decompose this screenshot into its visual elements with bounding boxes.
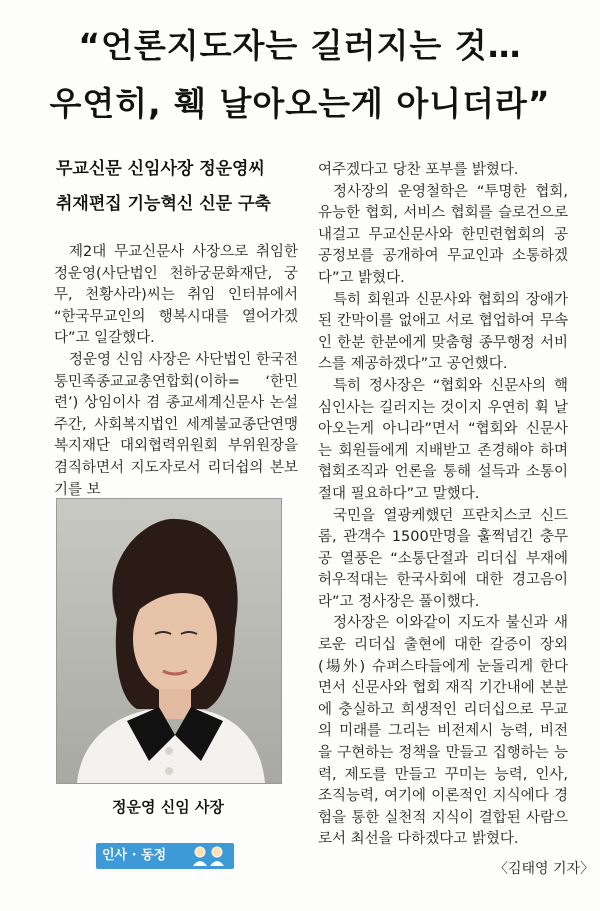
people-icon — [190, 845, 228, 877]
headline-line-1: “언론지도자는 길러지는 것… — [78, 26, 522, 65]
article-paragraph: 국민을 열광케했던 프란치스코 신드롬, 관객수 1500만명을 훌쩍넘긴 충무공 열풍은 “소통단절과 리더십 부재에 허우적대는 한국사회에 대한 경고음이라”고 정사장은 풀이했다. — [318, 507, 568, 610]
section-label — [96, 843, 234, 869]
article-paragraph: 특히 정사장은 “협회와 신문사의 핵심인사는 길러지는 것이지 우연히 휙 날아오는게 아니라”면서 “협회와 신문사는 회원들에게 지배받고 존경해야 하며 협회조직과 언론을 통해 설득과 소통이 절대 필요하다”고 말했다. — [318, 377, 568, 502]
article-column-2 — [318, 160, 568, 851]
section-label-text: 인사 · 동정 — [102, 848, 167, 863]
article-paragraph: 정사장의 운영철학은 “투명한 협회, 유능한 협회, 서비스 협회를 슬로건으로 내걸고 무교신문사와 한민련협회의 공공정보를 공개하여 무교인과 소통하겠다”고 밝혔다. — [318, 183, 568, 286]
article-paragraph: 제2대 무교신문사 사장으로 취임한 정운영(사단법인 천하궁문화재단, 궁무, 천황사라)씨는 취임 인터뷰에서 “한국무교인의 행복시대를 열어가겠다”고 일갈했다. — [54, 244, 298, 347]
subheadline-line-1: 무교신문 신임사장 정운영씨 — [56, 159, 265, 179]
portrait-photo — [56, 498, 282, 784]
portrait-illustration — [57, 499, 281, 783]
article-column-1 — [54, 242, 298, 501]
article-paragraph: 정사장은 이와같이 지도자 불신과 새로운 리더십 출현에 대한 갈증이 장외(場外) 슈퍼스타들에게 눈돌리게 한다면서 신문사와 협회 재직 기간내에 본분에 충실하고 희생적인 리더십으로 무교의 미래를 그리는 비전제시 능력, 비전을 구현하는 정책을 만들고 집행하는 능력, 제도를 만들고 꾸미는 능력, 인사, 조직능력, 여기에 이론적인 지식에다 경험을 통한 실천적 지식이 결합된 사람으로서 최선을 다하겠다고 밝혔다. — [318, 615, 568, 848]
headline-line-2: 우연히, 훽 날아오는게 아니더라” — [49, 84, 551, 123]
byline: 〈김태영 기자〉 — [494, 861, 595, 877]
article-paragraph: 정운영 신임 사장은 사단법인 한국전통민족종교교총연합회(이하= ‘한민련’) 상임이사 겸 종교세계신문사 논설주간, 사회복지법인 세계불교종단연맹복지재단 대외협력위원회 부위원장을 겸직하면서 지도자로서 리더쉽의 본보기를 보 — [54, 351, 298, 498]
photo-caption: 정운영 신임 사장 — [112, 798, 224, 816]
article-paragraph: 여주겠다고 당찬 포부를 밝혔다. — [318, 162, 519, 178]
article-paragraph: 특히 회원과 신문사와 협회의 장애가 된 칸막이를 없애고 서로 협업하여 무속인 한분 한분에게 맞춤형 종무행정 서비스를 제공하겠다”고 공언했다. — [318, 291, 568, 373]
subheadline-line-2: 취재편집 기능혁신 신문 구축 — [56, 194, 271, 214]
